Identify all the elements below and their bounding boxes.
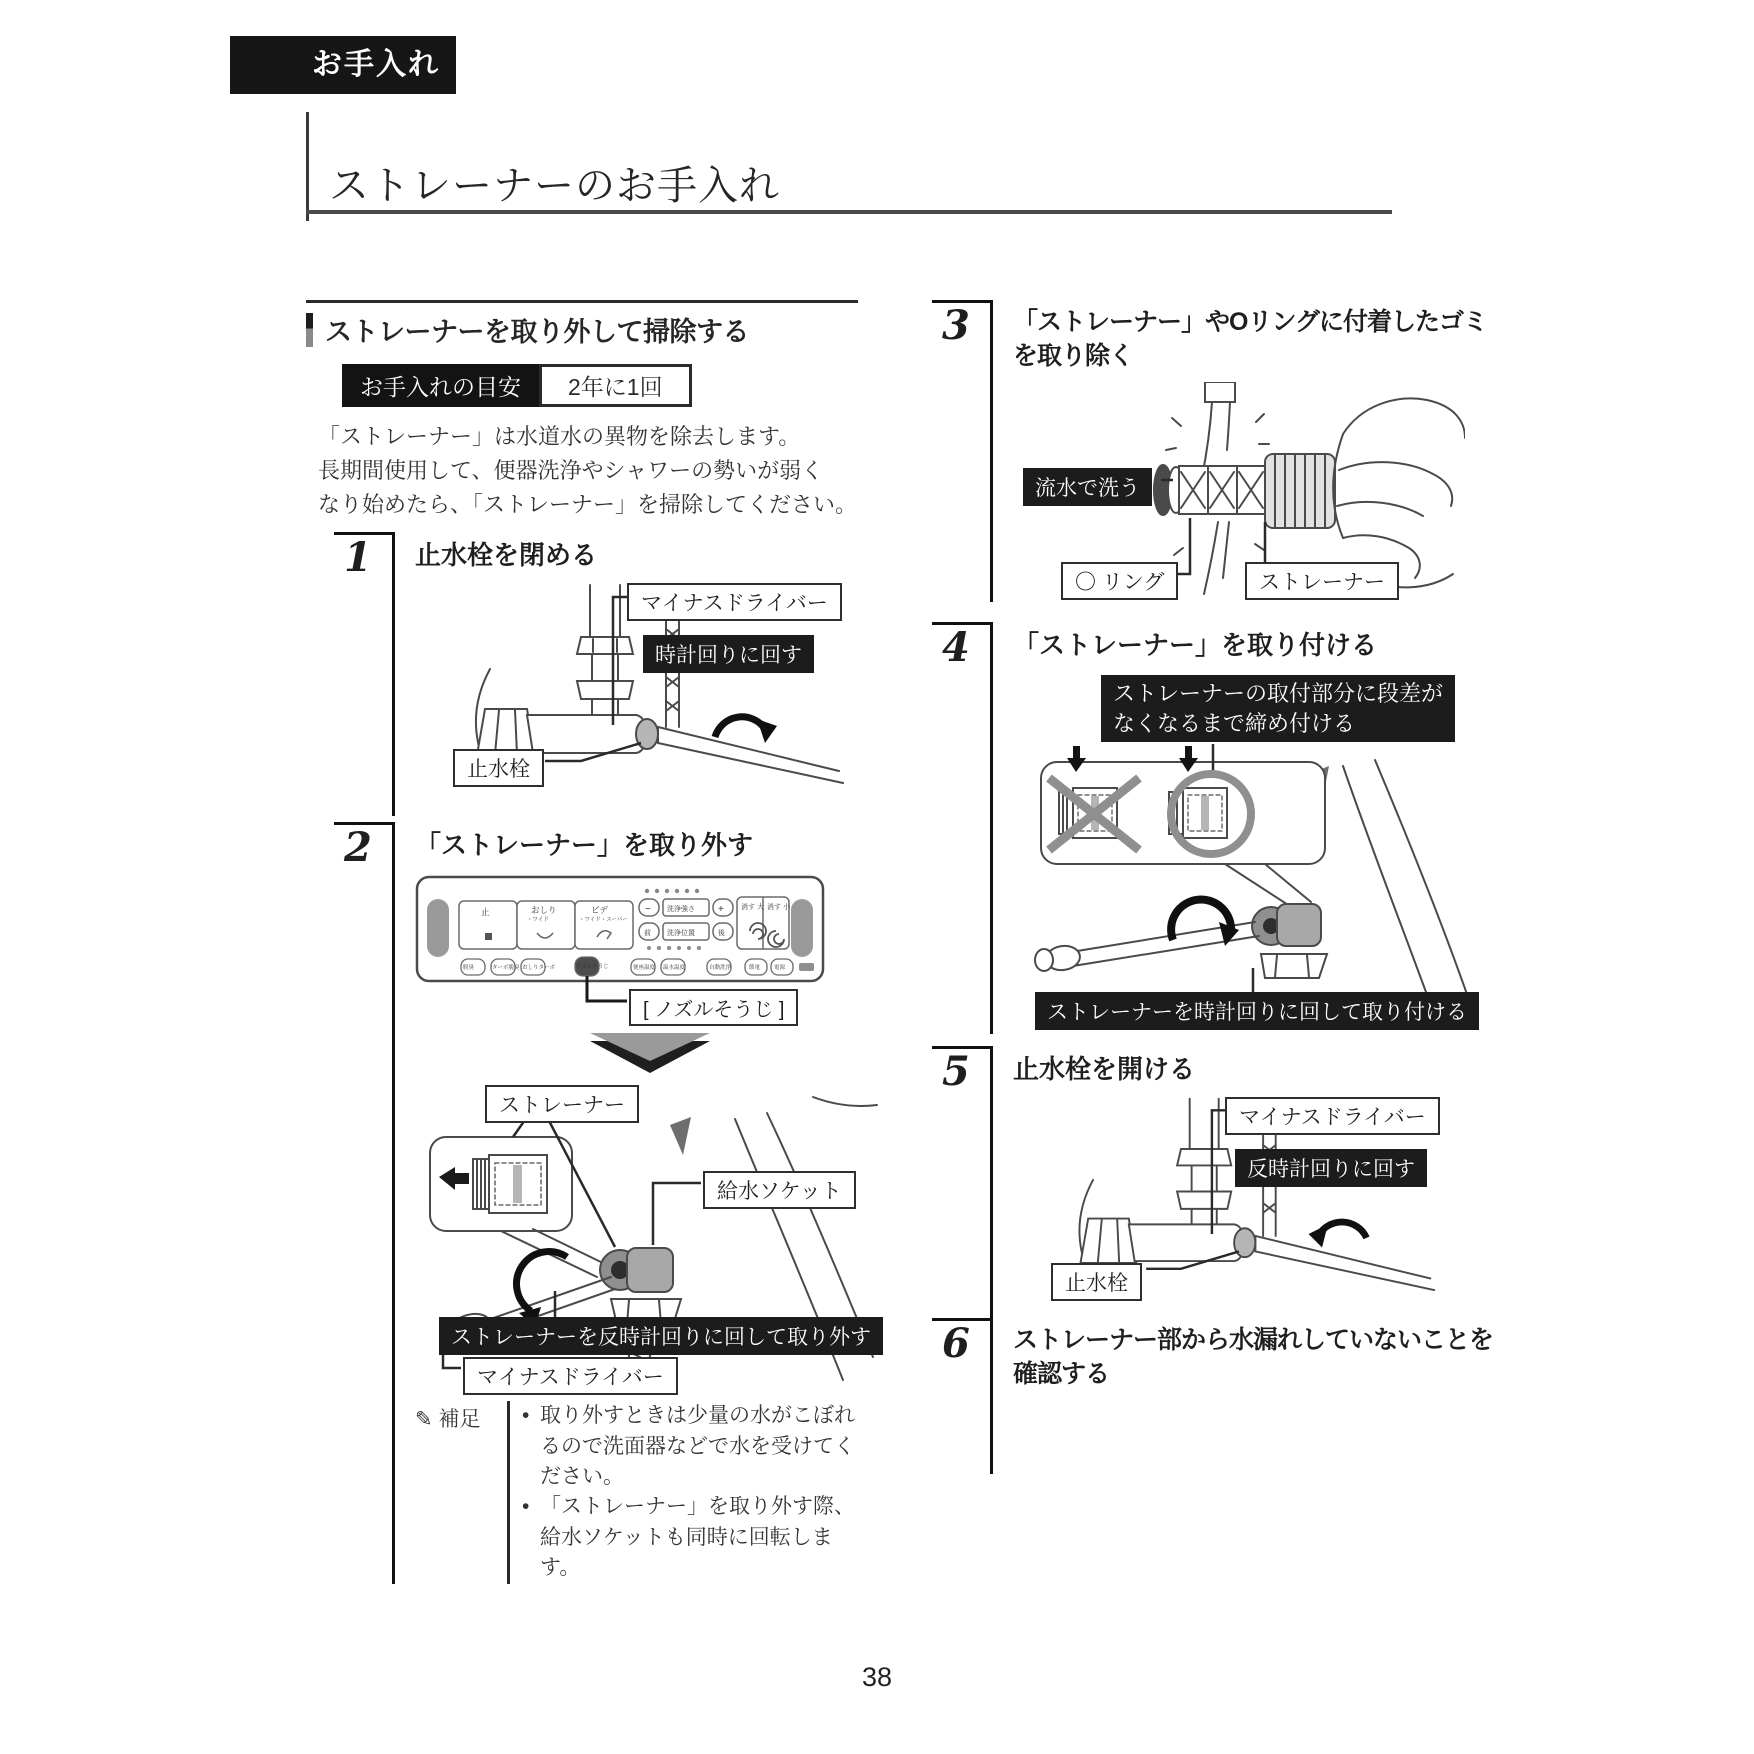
step-4-title: 「ストレーナー」を取り付ける — [1013, 630, 1378, 660]
remote-small-button: 脱臭 — [463, 965, 475, 972]
remote-position-label: 洗浄位置 — [667, 930, 695, 938]
step-3-title — [1013, 306, 1487, 374]
remote-side-button — [427, 899, 449, 957]
step-6-title-line: 確認する — [1013, 1359, 1110, 1388]
label-shutoff-valve: 止水栓 — [453, 749, 544, 787]
step-4-illustration — [1013, 744, 1471, 1034]
step-2 — [334, 822, 871, 1584]
remote-small-button: 温水温度 — [663, 965, 686, 972]
label-o-ring: 〇 リング — [1061, 562, 1178, 600]
label-strainer: ストレーナー — [485, 1085, 639, 1123]
step-5 — [932, 1046, 1452, 1321]
label-turn-clockwise: 時計回りに回す — [643, 635, 814, 673]
title-rule — [306, 210, 1392, 214]
remote-small-button: ターボ脱臭 — [492, 965, 520, 972]
section-accent-bar — [306, 313, 313, 347]
step-3-title-line: 「ストレーナー」やOリングに付着したゴミ — [1013, 308, 1487, 336]
step-6-number: 6 — [932, 1318, 990, 1474]
strainer-removal-illustration — [415, 1085, 885, 1390]
remote-oshiri-sub: ・ワイド — [527, 917, 549, 924]
intro-paragraph — [318, 420, 857, 522]
label-flathead-screwdriver: マイナスドライバー — [1225, 1097, 1440, 1135]
page-number: 38 — [861, 1662, 893, 1692]
step-1-number: 1 — [334, 532, 392, 816]
remote-control-illustration — [415, 875, 835, 1027]
section-heading: ストレーナーを取り外して掃除する — [325, 317, 749, 347]
label-shutoff-valve: 止水栓 — [1051, 1263, 1142, 1301]
step-4 — [932, 622, 1467, 1034]
badge-label: お手入れの目安 — [342, 364, 539, 407]
chapter-tab: お手入れ — [230, 36, 456, 94]
note-text: 取り外すときは少量の水がこぼれるので洗面器などで水を受けてください。 — [540, 1404, 855, 1488]
step-3-illustration — [1013, 382, 1465, 600]
remote-side-button — [791, 899, 813, 957]
step-5-title: 止水栓を開ける — [1013, 1054, 1196, 1084]
note-item — [522, 1492, 858, 1583]
remote-position-back: 後 — [718, 930, 725, 938]
badge-value: 2年に1回 — [539, 364, 692, 407]
label-turn-counterclockwise-remove: ストレーナーを反時計回りに回して取り外す — [439, 1317, 883, 1355]
page-title-block — [306, 112, 780, 221]
strainer-attach-drawing — [1013, 744, 1471, 1034]
label-turn-clockwise-attach: ストレーナーを時計回りに回して取り付ける — [1035, 992, 1479, 1030]
label-flathead-screwdriver: マイナスドライバー — [627, 583, 842, 621]
remote-small-button: 節電 — [749, 965, 761, 972]
bullet-icon: • — [522, 1404, 530, 1428]
remote-bidet-button: ビデ — [591, 905, 609, 916]
down-chevron-icon — [590, 1033, 710, 1081]
step-1-illustration — [415, 577, 865, 815]
remote-small-button: 便座温度 — [633, 965, 656, 972]
remote-flush-large-button: 消す 大 — [741, 904, 764, 912]
remote-small-button: おしりターボ — [522, 965, 556, 972]
remote-small-button: 自動洗浄 — [709, 965, 732, 972]
intro-line: 長期間使用して、便器洗浄やシャワーの勢いが弱く — [318, 458, 824, 484]
left-column — [306, 300, 871, 1580]
bullet-icon: • — [522, 1495, 530, 1519]
intro-line: 「ストレーナー」は水道水の異物を除去します。 — [318, 424, 801, 449]
step-2-number: 2 — [334, 822, 392, 1584]
remote-oshiri-button: おしり — [531, 905, 557, 916]
remote-stop-button: 止 — [481, 907, 490, 918]
maintenance-interval-badge — [342, 364, 692, 407]
step-3-title-line: を取り除く — [1013, 341, 1134, 370]
step-6 — [932, 1318, 1494, 1474]
step-1-title: 止水栓を閉める — [415, 540, 598, 570]
intro-line: なり始めたら、「ストレーナー」を掃除してください。 — [318, 492, 858, 518]
label-strainer: ストレーナー — [1245, 562, 1399, 600]
remote-strength-plus: + — [718, 904, 724, 916]
step-6-title — [1013, 1324, 1493, 1392]
note-item — [522, 1401, 858, 1492]
remote-small-button: ノズルそうじ — [576, 964, 609, 971]
remote-bidet-sub: ・ワイド・スーパー — [579, 917, 628, 924]
label-flathead-screwdriver: マイナスドライバー — [463, 1357, 678, 1395]
step-2-title: 「ストレーナー」を取り外す — [415, 830, 754, 860]
label-tighten-until-flush: ストレーナーの取付部分に段差がなくなるまで締め付ける — [1101, 675, 1455, 742]
note-text: 「ストレーナー」を取り外す際、給水ソケットも同時に回転します。 — [540, 1495, 855, 1580]
step-1 — [334, 532, 862, 816]
step-3 — [932, 300, 1487, 602]
step-5-number: 5 — [932, 1046, 990, 1321]
note-head — [415, 1401, 507, 1584]
pencil-icon: ✎ — [415, 1408, 433, 1432]
step-6-title-line: ストレーナー部から水漏れしていないことを — [1013, 1326, 1494, 1354]
step-5-illustration — [1013, 1091, 1463, 1321]
label-turn-counterclockwise: 反時計回りに回す — [1235, 1149, 1427, 1187]
section-header — [306, 300, 858, 349]
label-water-supply-socket: 給水ソケット — [703, 1171, 856, 1209]
remote-flush-small-button: 消す 小 — [767, 904, 790, 912]
page-title: ストレーナーのお手入れ — [329, 164, 780, 208]
step-3-number: 3 — [932, 300, 990, 602]
label-nozzle-clean-button: [ ノズルそうじ ] — [629, 989, 798, 1026]
label-rinse-under-water: 流水で洗う — [1023, 468, 1152, 506]
step-4-number: 4 — [932, 622, 990, 1034]
remote-strength-label: 洗浄強さ — [667, 906, 695, 914]
remote-strength-minus: − — [645, 904, 651, 916]
remote-small-button: 電源 — [774, 965, 786, 972]
remote-position-front: 前 — [644, 930, 651, 938]
right-column — [932, 300, 1494, 1480]
note-label: 補足 — [438, 1408, 481, 1432]
supplement-note — [415, 1401, 885, 1584]
